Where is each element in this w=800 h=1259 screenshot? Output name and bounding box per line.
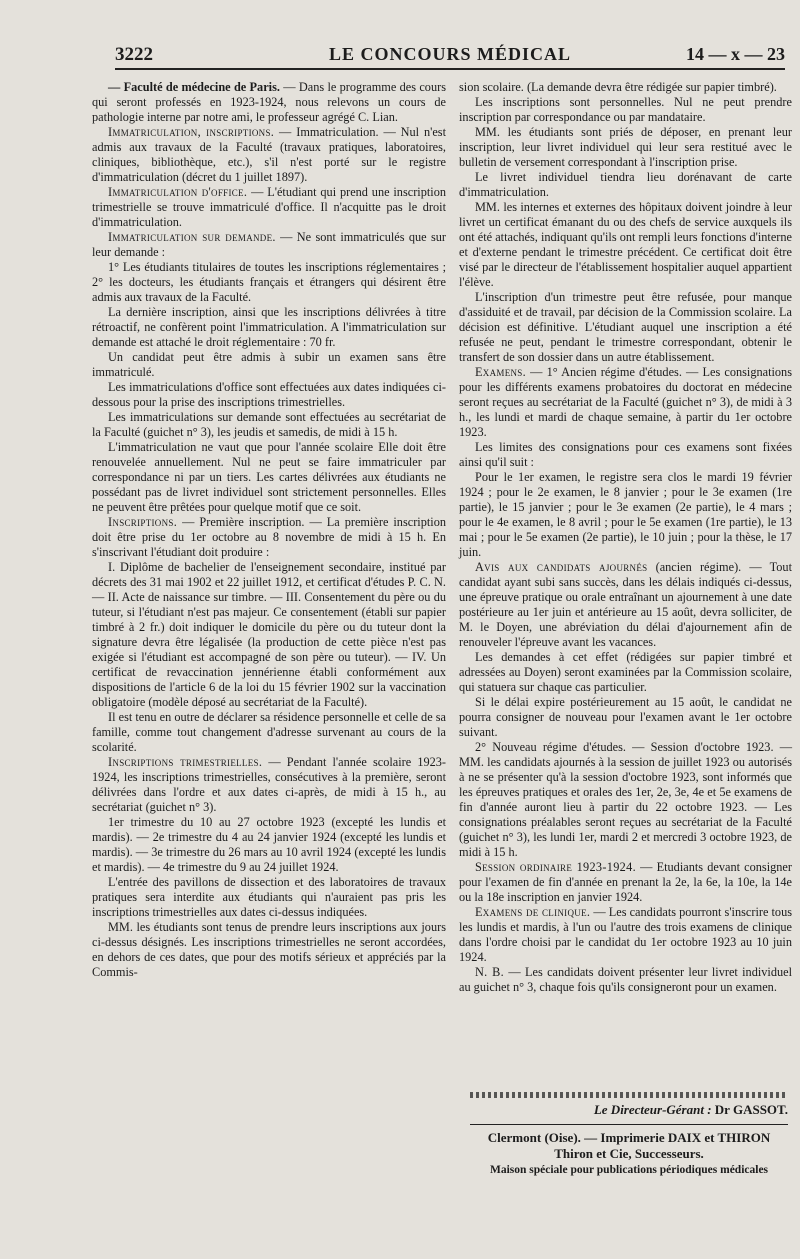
paragraph xyxy=(92,710,446,755)
paragraph xyxy=(459,200,792,290)
paragraph-text: — L'étudiant qui prend une inscription trimestrielle se trouve immatriculé d'office. Il n'acquitte pas le droit d'immatriculation. xyxy=(92,185,446,229)
paragraph-lead: Avis aux candidats ajournés xyxy=(475,560,648,574)
paragraph xyxy=(92,380,446,410)
paragraph-text: Un candidat peut être admis à subir un examen sans être immatriculé. xyxy=(92,350,446,379)
paragraph-lead: Session ordinaire 1923-1924. xyxy=(475,860,636,874)
paragraph-text: — Ne sont immatriculés que sur leur demande : xyxy=(92,230,446,259)
left-column xyxy=(92,80,446,980)
paragraph-text: Si le délai expire postérieurement au 15 août, le candidat ne pourra consigner de nouveau pour l'examen avant le 1er octobre suivant. xyxy=(459,695,792,739)
paragraph xyxy=(459,440,792,470)
paragraph xyxy=(92,440,446,515)
paragraph-text: — Les candidats doivent présenter leur livret individuel au guichet n° 3, chaque fois qu'ils consigneront pour un examen. xyxy=(459,965,792,994)
page-header xyxy=(115,42,785,70)
paragraph-text: — Les candidats pourront s'inscrire tous les lundis et mardis, à l'un ou l'autre des trois examens de clinique dans l'ordre choisi par le candidat du 1er octobre 1923 au 10 juin 1924. xyxy=(459,905,793,964)
paragraph-text: — Première inscription. — La première inscription doit être prise du 1er octobre au 8 novembre de midi à 15 h. En s'inscrivant l'étudiant doit produire : xyxy=(92,515,446,559)
paragraph-lead: Inscriptions. xyxy=(108,515,178,529)
paragraph-text: Il est tenu en outre de déclarer sa résidence personnelle et celle de sa famille, comme tout changement d'adresse survenant au cours de la scolarité. xyxy=(92,710,446,754)
paragraph-lead: Inscriptions trimestrielles. xyxy=(108,755,263,769)
right-column xyxy=(459,80,792,995)
paragraph xyxy=(92,305,446,350)
paragraph xyxy=(92,875,446,920)
footer-rule xyxy=(470,1124,788,1125)
paragraph xyxy=(92,260,446,305)
paragraph-text: — 1° Ancien régime d'études. — Les consignations pour les différents examens probatoires du doctorat en médecine seront reçues au secrétariat de la Faculté (guichet n° 3), de midi à 3 h., les lundi et mardi de chaque semaine, à partir du 1er octobre 1923. xyxy=(459,365,792,439)
signature xyxy=(470,1102,788,1118)
paragraph xyxy=(459,860,792,905)
paragraph xyxy=(459,170,792,200)
paragraph-lead: Immatriculation sur demande. xyxy=(108,230,276,244)
paragraph-text: Les immatriculations d'office sont effectuées aux dates indiquées ci-dessous pour la prise des inscriptions trimestrielles. xyxy=(92,380,446,409)
paragraph-text: — Dans le programme des cours qui seront professés en 1923-1924, nous relevons un cours de pathologie interne par notre ami, le professeur agrégé C. Lian. xyxy=(92,80,446,124)
printer-line-2: Thiron et Cie, Successeurs. xyxy=(554,1146,704,1161)
paragraph-text: (ancien régime). — Tout candidat ayant subi sans succès, dans les délais indiqués ci-dessus, une épreuve pratique ou orale entraînant un ajournement à une date postérieure au 1er juin et antérieure au 15 août, devra solliciter, de M. le Doyen, une abréviation du délai d'ajournement afin de renouveler l'épreuve avant les vacances. xyxy=(459,560,792,649)
paragraph-text: 2° Nouveau régime d'études. — Session d'octobre 1923. — MM. les candidats ajournés à la session de juillet 1923 ou autorisés à ne se présenter qu'à la session d'octobre 1923, sont informés que les épreuves pratiques et orales des 1er, 2e, 3e, 4e et 5e examens de fin d'année auront lieu à partir du 22 octobre 1923. — Les consignations préalables seront reçues au secrétariat de la Faculté (guichet n° 3), les lundi 1er, mardi 2 et mercredi 3 octobre 1923, de midi à 15 h. xyxy=(459,740,792,859)
paragraph xyxy=(92,350,446,380)
paragraph-text: Les immatriculations sur demande sont effectuées au secrétariat de la Faculté (guichet n° 3), les jeudis et samedis, de midi à 15 h. xyxy=(92,410,446,439)
paragraph xyxy=(92,755,446,815)
paragraph-text: — Pendant l'année scolaire 1923-1924, les inscriptions trimestrielles, consécutives à la première, seront délivrées dans l'ordre et aux dates ci-après, de midi à 15 h., au secrétariat (guichet n° 3). xyxy=(92,755,447,814)
printer-line-1: Clermont (Oise). — Imprimerie DAIX et THIRON xyxy=(487,1130,771,1145)
paragraph-text: L'entrée des pavillons de dissection et des laboratoires de travaux pratiques sera interdite aux étudiants qui n'auraient pas pris les inscriptions trimestrielles aux dates ci-dessus indiquées. xyxy=(92,875,446,919)
paragraph-lead: N. B. xyxy=(475,965,505,979)
signature-label: Le Directeur-Gérant : xyxy=(593,1102,715,1117)
journal-title: LE CONCOURS MÉDICAL xyxy=(328,44,572,64)
paragraph-text: MM. les internes et externes des hôpitaux doivent joindre à leur livret un certificat émanant du ou des chefs de service auxquels ils ont été attachés, indiquant qu'ils ont rempli leurs fonctions d'interne et d'externe pendant le trimestre précédent. Ce certificat doit être visé par le directeur de l'établissement hospitalier auquel appartient l'élève. xyxy=(459,200,792,289)
page-number: 3222 xyxy=(115,44,153,65)
paragraph-text: Les inscriptions sont personnelles. Nul ne peut prendre inscription par correspondance ou par mandataire. xyxy=(459,95,792,124)
paragraph xyxy=(92,560,446,710)
issue-date: 14 — x — 23 xyxy=(686,44,785,64)
paragraph-text: — Etudiants devant consigner pour l'examen de fin d'année en prenant la 2e, la 6e, la 10e, la 14e ou la 18e inscription en janvier 1924. xyxy=(459,860,792,904)
paragraph-text: L'immatriculation ne vaut que pour l'année scolaire Elle doit être renouvelée annuellement. Nul ne peut se faire immatriculer par correspondance ni par un tiers. Les cartes délivrées aux étudiants ne possédant pas de livret individuel sont strictement personnelles. Elles ne peuvent être prêtées pour quelque motif que ce soit. xyxy=(92,440,446,514)
paragraph xyxy=(92,80,446,125)
paragraph xyxy=(459,650,792,695)
paragraph-lead: Examens. xyxy=(475,365,526,379)
paragraph-lead: — Faculté de médecine de Paris. xyxy=(108,80,280,94)
paragraph-text: 1er trimestre du 10 au 27 octobre 1923 (excepté les lundis et mardis). — 2e trimestre du 4 au 24 janvier 1924 (excepté les lundis et mardis). — 3e trimestre du 26 mars au 10 avril 1924 (excepté les lundis et mardis). — 4e trimestre du 9 au 24 juillet 1924. xyxy=(92,815,446,874)
paragraph-lead: Immatriculation d'office. xyxy=(108,185,248,199)
paragraph xyxy=(459,365,792,440)
paragraph xyxy=(92,515,446,560)
paragraph xyxy=(459,95,792,125)
printer-line-3: Maison spéciale pour publications périodiques médicales xyxy=(489,1164,769,1176)
paragraph xyxy=(459,290,792,365)
paragraph-text: I. Diplôme de bachelier de l'enseignement secondaire, institué par décrets des 31 mai 1902 et 22 juillet 1912, et certificat d'études P. C. N. — II. Acte de naissance sur timbre. — III. Consentement du père ou du tuteur, si l'étudiant n'est pas majeur. Ce consentement (établi sur papier timbré à 2 fr.) doit indiquer le domicile du père ou du tuteur dont la signature devra être légalisée (la production de cette pièce n'est pas exigée si l'étudiant est accompagné de son père ou tuteur). — IV. Un certificat de revaccination jennérienne établi conformément aux dispositions de l'article 6 de la loi du 15 février 1902 sur la vaccination obligatoire (modèle déposé au secrétariat de la Faculté). xyxy=(92,560,446,709)
paragraph-text: Pour le 1er examen, le registre sera clos le mardi 19 février 1924 ; pour le 2e examen, le 8 janvier ; pour le 3e examen (1re partie), le 15 janvier ; pour le 3e examen (2e partie), le 4 mars ; pour le 4e examen, le 8 avril ; pour le 5e examen (1re partie), le 13 mai ; pour le 5e examen (2e partie), le 10 juin ; pour la thèse, le 17 juin. xyxy=(459,470,792,559)
paragraph xyxy=(459,560,792,650)
paragraph xyxy=(92,920,446,980)
paragraph xyxy=(459,125,792,170)
paragraph xyxy=(92,125,446,185)
paragraph xyxy=(92,185,446,230)
paragraph xyxy=(459,470,792,560)
paragraph xyxy=(459,740,792,860)
paragraph xyxy=(459,695,792,740)
paragraph-text: sion scolaire. (La demande devra être rédigée sur papier timbré). xyxy=(459,80,777,94)
paragraph xyxy=(92,410,446,440)
paragraph-text: Les limites des consignations pour ces examens sont fixées ainsi qu'il suit : xyxy=(459,440,792,469)
printer-imprint xyxy=(470,1130,788,1178)
paragraph-text: — Immatriculation. — Nul n'est admis aux travaux de la Faculté (travaux pratiques, laboratoires, cliniques, bibliothèque, etc.), s'il n'est porté sur le registre d'immatriculation (décret du 1 juillet 1897). xyxy=(92,125,447,184)
paragraph-text: MM. les étudiants sont priés de déposer, en prenant leur inscription, leur livret individuel qui leur sera restitué avec le bulletin de versement correspondant à l'inscription prise. xyxy=(459,125,792,169)
paragraph-text: L'inscription d'un trimestre peut être refusée, pour manque d'assiduité et de travail, par décision de la Commission scolaire. La décision est définitive. L'étudiant auquel une inscription a été refusée ne peut, pendant le trimestre correspondant, obtenir le transfert de son dossier dans un autre établissement. xyxy=(459,290,792,364)
paragraph-lead: Examens de clinique. xyxy=(475,905,591,919)
section-divider xyxy=(470,1092,788,1098)
paragraph xyxy=(459,965,792,995)
paragraph-text: La dernière inscription, ainsi que les inscriptions délivrées à titre rétroactif, ne confèrent point l'immatriculation. A l'immatriculation sur demande est attaché le droit réglementaire : 70 fr. xyxy=(92,305,446,349)
paragraph xyxy=(459,905,792,965)
paragraph-text: MM. les étudiants sont tenus de prendre leurs inscriptions aux jours ci-dessus désignés. Les inscriptions trimestrielles ne seront accordées, en dehors de ces dates, que pour des motifs sérieux et appréciés par la Commis- xyxy=(92,920,446,979)
paragraph-lead: Immatriculation, inscriptions. xyxy=(108,125,275,139)
paragraph xyxy=(92,815,446,875)
signature-name: Dr GASSOT. xyxy=(714,1102,788,1117)
paragraph xyxy=(92,230,446,260)
paragraph xyxy=(459,80,792,95)
paragraph-text: Le livret individuel tiendra lieu dorénavant de carte d'immatriculation. xyxy=(459,170,792,199)
paragraph-text: 1° Les étudiants titulaires de toutes les inscriptions réglementaires ; 2° les docteurs, les étudiants français et étrangers qui désirent être admis aux travaux de la Faculté. xyxy=(92,260,446,304)
paragraph-text: Les demandes à cet effet (rédigées sur papier timbré et adressées au Doyen) seront examinées par la Commission scolaire, qui statuera sur chaque cas particulier. xyxy=(459,650,792,694)
